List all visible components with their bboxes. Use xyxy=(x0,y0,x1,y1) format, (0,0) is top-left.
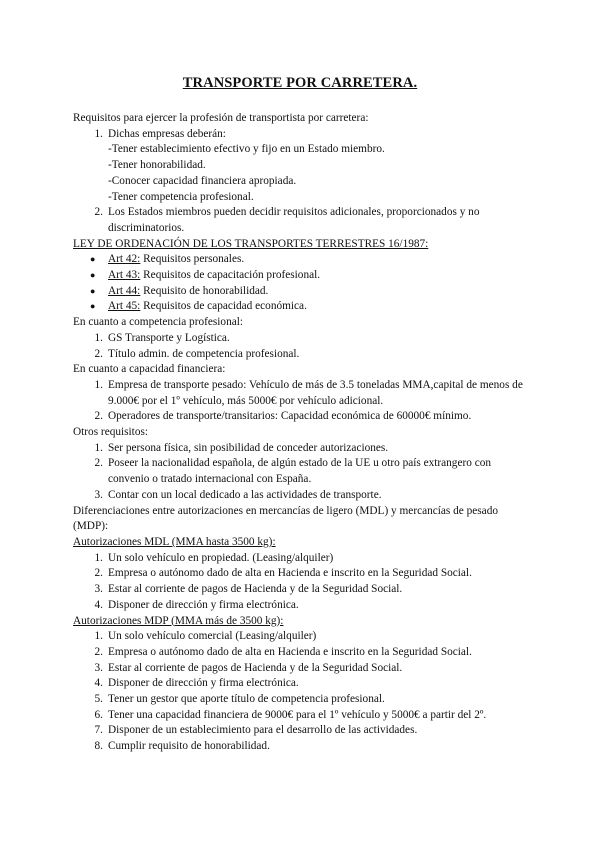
list-item: 2. Los Estados miembros pueden decidir requisitos adicionales, proporcionados y no discriminatorios. xyxy=(94,206,480,234)
bullet-icon: ● xyxy=(90,270,96,281)
bullet-icon: ● xyxy=(90,301,96,312)
mdl-heading: Autorizaciones MDL (MMA hasta 3500 kg): xyxy=(73,535,276,548)
list-item: 1. Un solo vehículo en propiedad. (Leasing/alquiler) xyxy=(94,551,334,564)
list-item: 1. Empresa de transporte pesado: Vehículo de más de 3.5 toneladas MMA,capital de menos de 9.000€ por el 1º vehículo, más 5000€ por vehículo adicional. xyxy=(94,378,523,407)
list-item: ● Art 45: Requisitos de capacidad económica. xyxy=(73,299,533,315)
sub-item: -Tener competencia profesional. xyxy=(108,190,254,203)
list-item: 3. Contar con un local dedicado a las actividades de transporte. xyxy=(94,488,382,501)
law-articles-list xyxy=(73,252,533,315)
mdp-heading: Autorizaciones MDP (MMA más de 3500 kg): xyxy=(73,614,284,627)
requirements-list xyxy=(73,127,533,237)
bullet-icon: ● xyxy=(90,254,96,265)
sub-item: -Conocer capacidad financiera apropiada. xyxy=(108,174,297,187)
law-heading: LEY DE ORDENACIÓN DE LOS TRANSPORTES TERRESTRES 16/1987: xyxy=(73,237,429,250)
list-item-label: Dichas empresas deberán: xyxy=(108,127,226,140)
competencia-list xyxy=(73,331,533,362)
page-title: TRANSPORTE POR CARRETERA. xyxy=(182,75,418,91)
list-item: 6. Tener una capacidad financiera de 9000€ para el 1º vehículo y 5000€ a partir del 2º. xyxy=(94,708,487,721)
list-item: ● Art 43: Requisitos de capacitación profesional. xyxy=(73,268,533,284)
list-item: 3. Estar al corriente de pagos de Hacienda y de la Seguridad Social. xyxy=(94,583,403,596)
mdp-list xyxy=(73,629,533,755)
list-item: 2. Empresa o autónomo dado de alta en Hacienda e inscrito en la Seguridad Social. xyxy=(94,645,472,658)
mdl-list xyxy=(73,551,533,614)
list-item: 4. Disponer de dirección y firma electrónica. xyxy=(94,598,299,611)
capacidad-heading: En cuanto a capacidad financiera: xyxy=(73,363,226,376)
sub-item: -Tener honorabilidad. xyxy=(108,159,206,172)
sub-item: -Tener establecimiento efectivo y fijo en un Estado miembro. xyxy=(108,143,385,156)
list-item: 2. Operadores de transporte/transitarios: Capacidad económica de 60000€ mínimo. xyxy=(94,410,472,423)
list-item: 3. Estar al corriente de pagos de Hacienda y de la Seguridad Social. xyxy=(94,661,403,674)
list-item: ● Art 44: Requisito de honorabilidad. xyxy=(73,284,533,300)
document-body xyxy=(73,111,533,755)
list-item: 4. Disponer de dirección y firma electrónica. xyxy=(94,677,299,690)
list-item-text: Los Estados miembros pueden decidir requisitos adicionales, proporcionados y no discriminatorios. xyxy=(108,206,480,234)
list-item: 7. Disponer de un establecimiento para el desarrollo de las actividades. xyxy=(94,724,418,737)
list-item: 1. Dichas empresas deberán: -Tener establecimiento efectivo y fijo en un Estado miembro. -Tener honorabilidad. -Conocer capacidad financiera apropiada. -Tener competencia profesional. xyxy=(73,127,533,206)
bullet-icon: ● xyxy=(90,285,96,296)
otros-list xyxy=(73,441,533,504)
intro-text: Requisitos para ejercer la profesión de transportista por carretera: xyxy=(73,112,369,124)
otros-heading: Otros requisitos: xyxy=(73,426,148,439)
list-item: 2. Poseer la nacionalidad española, de algún estado de la UE u otro país extrangero con convenio o tratado internacional con España. xyxy=(94,457,492,486)
list-item: 5. Tener un gestor que aporte título de competencia profesional. xyxy=(94,693,385,706)
list-item: 1. Ser persona física, sin posibilidad de conceder autorizaciones. xyxy=(94,441,389,454)
competencia-heading: En cuanto a competencia profesional: xyxy=(73,316,244,329)
diferencias-text: Diferenciaciones entre autorizaciones en mercancías de ligero (MDL) y mercancías de pesado (MDP): xyxy=(73,504,498,533)
capacidad-list xyxy=(73,378,533,425)
list-item: 2. Título admin. de competencia profesional. xyxy=(94,347,300,360)
list-item: 1. GS Transporte y Logística. xyxy=(94,331,230,344)
list-item: ● Art 42: Requisitos personales. xyxy=(73,252,533,268)
list-item: 8. Cumplir requisito de honorabilidad. xyxy=(94,740,270,753)
list-item: 1. Un solo vehículo comercial (Leasing/alquiler) xyxy=(94,630,317,643)
list-item: 2. Empresa o autónomo dado de alta en Hacienda e inscrito en la Seguridad Social. xyxy=(94,567,472,580)
